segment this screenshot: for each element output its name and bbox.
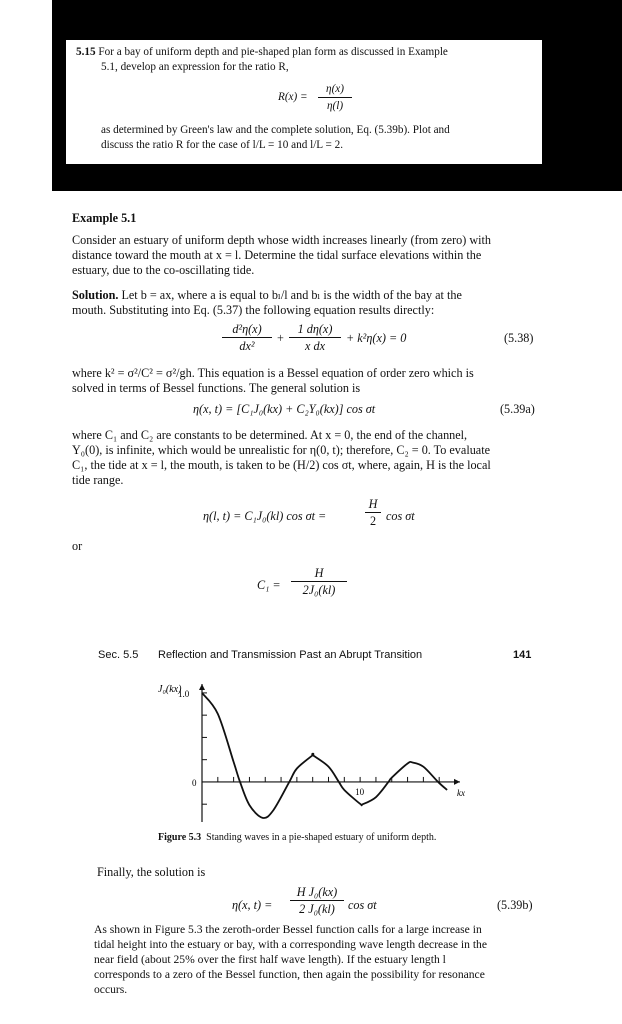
example-line-3: estuary, due to the co-oscillating tide. <box>72 263 255 277</box>
eq538-term1-num: d²η(x) <box>232 322 262 336</box>
eq538-term2 <box>289 322 341 353</box>
eq539a: η(x, t) = [C₁J₀(kx) + C₂Y₀(kx)] cos σt <box>193 402 376 416</box>
eq-c1-fraction <box>291 566 347 597</box>
eq-mouth-den: 2 <box>369 514 377 528</box>
problem-line-1 <box>76 45 448 59</box>
problem-formula-den: η(l) <box>326 100 344 112</box>
figure-caption-text: Standing waves in a pie-shaped estuary of uniform depth. <box>206 832 437 843</box>
eq539b-num: H J₀(kx) <box>296 885 338 899</box>
after539a-line-4: tide range. <box>72 473 124 487</box>
solution-line-1 <box>72 288 462 304</box>
bessel-chart <box>140 672 480 832</box>
eq538-term1-den: dx² <box>239 339 255 353</box>
problem-formula-lhs: R(x) = <box>278 91 308 103</box>
eq538-term2-num: 1 dη(x) <box>297 322 333 336</box>
solution-line-2: mouth. Substituting into Eq. (5.37) the following equation results directly: <box>72 303 435 317</box>
figure-caption <box>158 832 436 843</box>
problem-card <box>66 40 542 164</box>
solution-label: Solution. <box>72 288 119 302</box>
eq538-rest: + k²η(x) = 0 <box>346 331 407 345</box>
x-tick-label-10: 10 <box>355 786 365 797</box>
problem-formula-num: η(x) <box>326 83 344 95</box>
eq538-term2-den: x dx <box>305 339 325 353</box>
final-line-2: tidal height into the estuary or bay, with a corresponding wave length decrease in the <box>94 938 487 951</box>
y-tick-label-0: 0 <box>192 777 197 788</box>
final-line-3: near field (about 25% over the first half wave length). If the estuary length l <box>94 953 446 966</box>
after539a-line-1: where C₁ and C₂ are constants to be determined. At x = 0, the end of the channel, <box>72 428 468 442</box>
eq539a-number: (5.39a) <box>500 402 535 416</box>
solution-text-1: Let b = ax, where a is equal to bₗ/l and bₗ is the width of the bay at the <box>121 288 462 302</box>
y-axis-label: J₀(kx) <box>158 684 182 695</box>
problem-text-1: For a bay of uniform depth and pie-shaped plan form as discussed in Example <box>98 46 448 58</box>
eq538-number: (5.38) <box>504 331 534 345</box>
y-axis-arrow <box>199 684 205 690</box>
problem-line-2: 5.1, develop an expression for the ratio R, <box>101 61 289 73</box>
after538-line-2: solved in terms of Bessel functions. The general solution is <box>72 381 361 395</box>
page-number: 141 <box>513 649 532 661</box>
final-intro: Finally, the solution is <box>97 865 206 879</box>
header-title: Reflection and Transmission Past an Abrupt Transition <box>158 649 423 661</box>
example-line-1: Consider an estuary of uniform depth whose width increases linearly (from zero) with <box>72 233 491 247</box>
eq538-term1 <box>222 322 272 353</box>
problem-line-4: discuss the ratio R for the case of l/L = 10 and l/L = 2. <box>101 139 344 151</box>
problem-number: 5.15 <box>76 46 96 58</box>
or-label: or <box>72 539 83 553</box>
y-tick-label-1: 1.0 <box>178 688 190 699</box>
eq-c1-den: 2J₀(kl) <box>302 583 336 597</box>
x-axis-arrow <box>454 779 460 785</box>
final-line-5: occurs. <box>94 983 128 996</box>
final-line-1: As shown in Figure 5.3 the zeroth-order Bessel function calls for a large increase in <box>94 923 482 936</box>
bessel-curve-j0 <box>202 693 447 818</box>
eq539b-den: 2 J₀(kl) <box>299 902 335 916</box>
eq539b-number: (5.39b) <box>497 898 533 912</box>
eq-mouth-lhs: η(l, t) = C₁J₀(kl) cos σt = <box>203 509 327 523</box>
after539a-line-2: Y₀(0), is infinite, which would be unrealistic for η(0, t); therefore, C₂ = 0. To evaluate <box>72 443 490 457</box>
eq-mouth-fraction <box>365 497 381 528</box>
after539a-line-3: C₁, the tide at x = l, the mouth, is taken to be (H/2) cos σt, where, again, H is the local <box>72 458 491 472</box>
chart-marks <box>202 693 447 818</box>
eq-c1-num: H <box>314 566 324 580</box>
eq539b-rhs: cos σt <box>348 898 377 912</box>
eq-mouth-num: H <box>368 497 378 511</box>
x-axis-label: kx <box>457 787 465 798</box>
eq538-plus: + <box>277 331 284 345</box>
after538-line-1: where k² = σ²/C² = σ²/gh. This equation is a Bessel equation of order zero which is <box>72 366 474 380</box>
eq539b-lhs: η(x, t) = <box>232 898 273 912</box>
eq-c1-lhs: C₁ = <box>257 578 281 592</box>
example-title: Example 5.1 <box>72 211 137 225</box>
eq-mouth-rhs: cos σt <box>386 509 415 523</box>
example-line-2: distance toward the mouth at x = l. Determine the tidal surface elevations within the <box>72 248 482 262</box>
chart-axes <box>158 684 465 822</box>
final-line-4: corresponds to a zero of the Bessel function, then again the possibility for resonance <box>94 968 485 981</box>
eq539b-fraction <box>290 885 344 916</box>
header-section: Sec. 5.5 <box>98 649 139 661</box>
problem-line-3: as determined by Green's law and the complete solution, Eq. (5.39b). Plot and <box>101 124 450 136</box>
problem-formula-fraction <box>318 82 352 113</box>
figure-caption-label: Figure 5.3 <box>158 832 202 843</box>
